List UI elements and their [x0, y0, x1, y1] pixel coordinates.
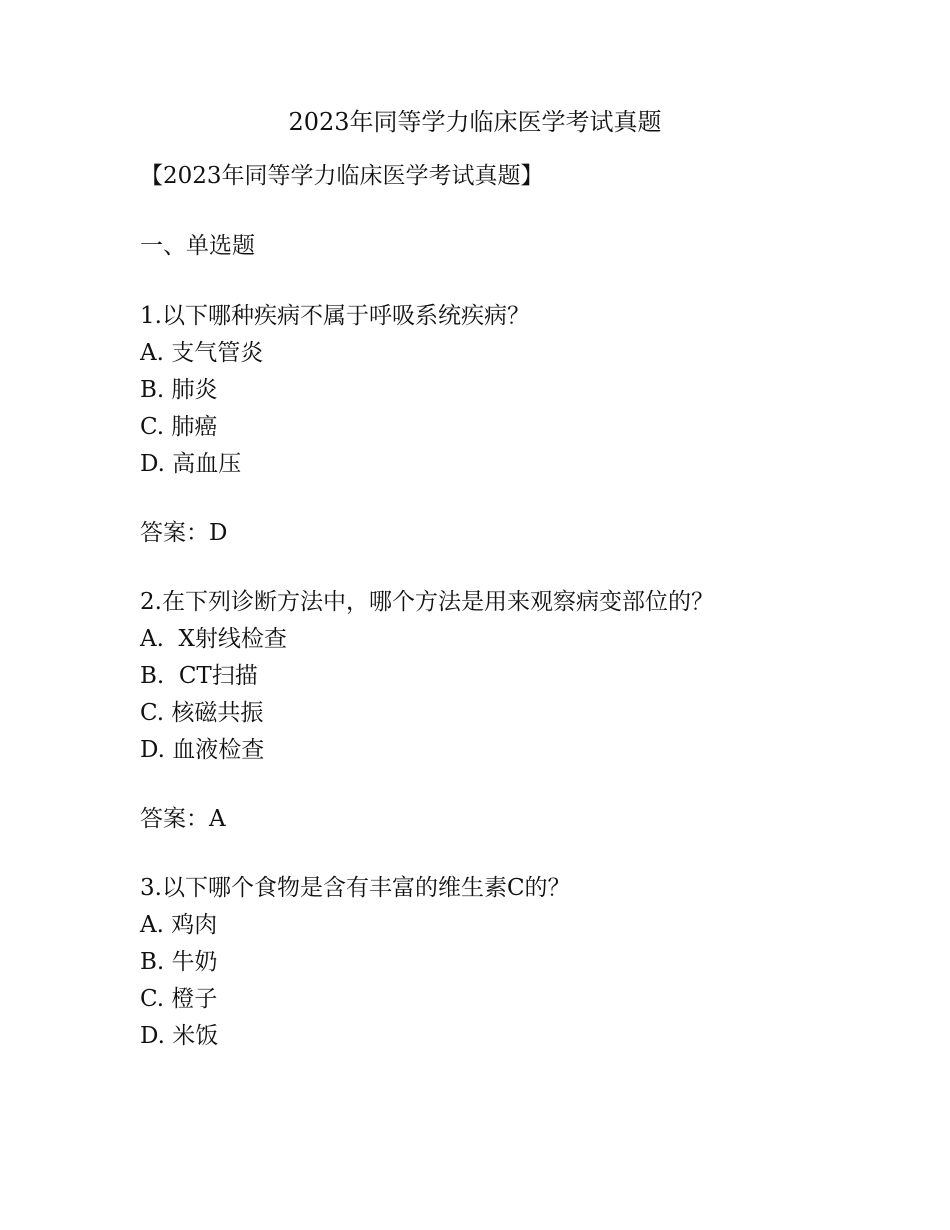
answer: 答案：A [140, 806, 226, 832]
option-d: D. 高血压 [140, 451, 242, 477]
question-3 [140, 870, 860, 1055]
question-stem: 3.以下哪个食物是含有丰富的维生素C的？ [140, 875, 571, 901]
answer: 答案：D [140, 520, 228, 546]
option-a: A. 支气管炎 [140, 340, 264, 366]
question-1 [140, 298, 860, 552]
option-a: A. 鸡肉 [140, 912, 218, 938]
option-d: D. 米饭 [140, 1023, 219, 1049]
option-b: B. CT扫描 [140, 663, 258, 689]
document-body [140, 158, 860, 1055]
document-heading: 【2023年同等学力临床医学考试真题】 [140, 163, 544, 189]
section-title: 一、单选题 [140, 233, 255, 259]
document-title: 2023年同等学力临床医学考试真题 [288, 108, 662, 136]
option-c: C. 核磁共振 [140, 700, 264, 726]
option-c: C. 肺癌 [140, 414, 218, 440]
option-b: B. 牛奶 [140, 949, 218, 975]
question-stem: 2.在下列诊断方法中，哪个方法是用来观察病变部位的？ [140, 589, 714, 615]
option-a: A. X射线检查 [140, 626, 287, 652]
question-2 [140, 584, 860, 838]
option-d: D. 血液检查 [140, 737, 265, 763]
option-c: C. 橙子 [140, 986, 218, 1012]
question-stem: 1.以下哪种疾病不属于呼吸系统疾病？ [140, 303, 530, 329]
option-b: B. 肺炎 [140, 377, 218, 403]
